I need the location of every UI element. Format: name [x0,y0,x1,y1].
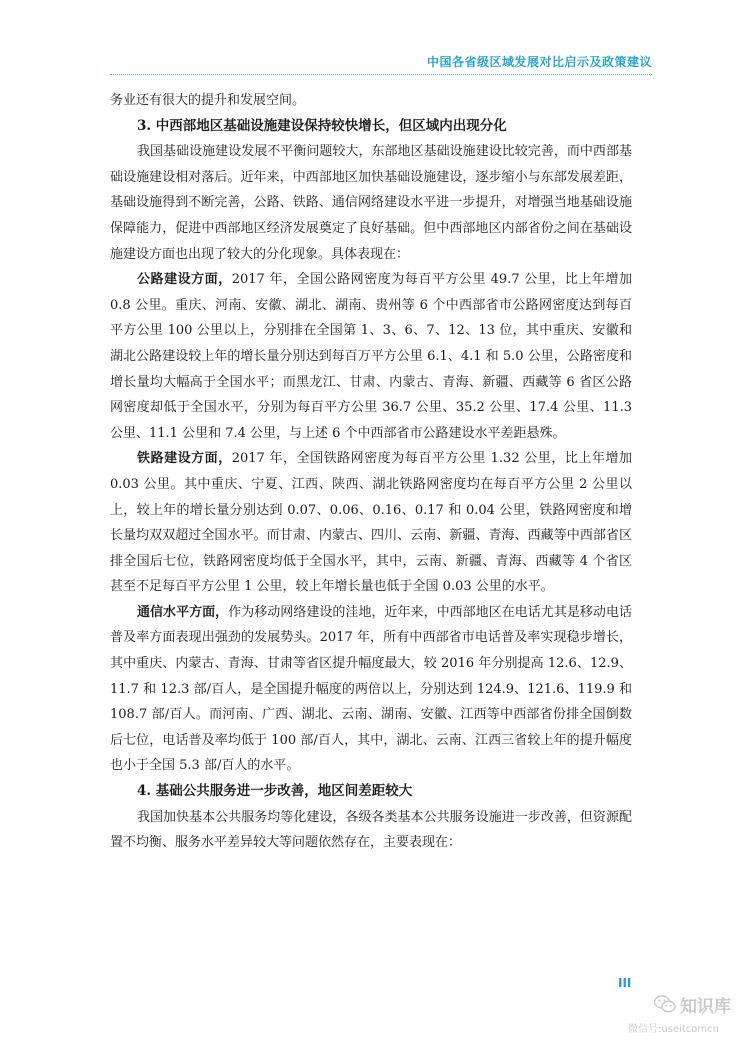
page-body [110,88,632,856]
paragraph-railway [110,446,632,600]
page-number: III [618,976,632,990]
section-heading-3: 3. 中西部地区基础设施建设保持较快增长，但区域内出现分化 [137,117,507,134]
watermark-wechat-id: 微信号:useitcomcn [628,1024,719,1035]
header-divider [110,74,652,75]
paragraph-continuation: 务业还有很大的提升和发展空间。 [110,93,306,108]
section-heading-4: 4. 基础公共服务进一步改善，地区间差距较大 [137,783,413,800]
telecom-lead: 通信水平方面， [137,604,229,620]
railway-lead: 铁路建设方面， [137,451,232,467]
running-header-title: 中国各省级区域发展对比启示及政策建议 [426,55,652,69]
highway-lead: 公路建设方面， [137,272,232,288]
paragraph-telecom [110,600,632,779]
wechat-logo-icon [654,995,676,1013]
paragraph-public-services: 我国加快基本公共服务均等化建设，各级各类基本公共服务设施进一步改善，但资源配置不均衡、服务水平差异较大等问题依然存在，主要表现在： [110,809,632,851]
watermark-name: 知识库 [680,997,731,1017]
railway-text: 2017 年，全国铁路网密度为每百平方公里 1.32 公里，比上年增加 0.03 公里。其中重庆、宁夏、江西、陕西、湖北铁路网密度均在每百平方公里 2 公里以上，较上年的增长量分别达到 0.07、0.06、0.16、0.17 和 0.04 公里，铁路网密度和增长量均双双超过全国水平。而甘肃、内蒙古、四川、云南、新疆、青海、西藏等中西部省区排全国后七位，铁路网密度均低于全国水平，其中，云南、新疆、青海、西藏等 4 个省区甚至不足每百平方公里 1 公里，较上年增长量也低于全国 0.03 公里的水平。 [110,451,632,595]
highway-text: 2017 年，全国公路网密度为每百平方公里 49.7 公里，比上年增加 0.8 公里。重庆、河南、安徽、湖北、湖南、贵州等 6 个中西部省市公路网密度达到每百平方公里 100 公里以上，分别排在全国第 1、3、6、7、12、13 位，其中重庆、安徽和湖北公路建设较上年的增长量分别达到每百万平方公里 6.1、4.1 和 5.0 公里，公路密度和增长量均大幅高于全国水平；而黑龙江、甘肃、内蒙古、青海、新疆、西藏等 6 省区公路网密度却低于全国水平，分别为每百平方公里 36.7 公里、35.2 公里、17.4 公里、11.3 公里、11.1 公里和 7.4 公里，与上述 6 个中西部省市公路建设水平差距悬殊。 [110,272,632,441]
telecom-text: 作为移动网络建设的洼地，近年来，中西部地区在电话尤其是移动电话普及率方面表现出强劲的发展势头。2017 年，所有中西部省市电话普及率实现稳步增长，其中重庆、内蒙古、青海、甘肃等省区提升幅度最大，较 2016 年分别提高 12.6、12.9、11.7 和 12.3 部/百人，是全国提升幅度的两倍以上，分别达到 124.9、121.6、119.9 和 108.7 部/百人。而河南、广西、湖北、云南、湖南、安徽、江西等中西部省份排全国倒数后七位，电话普及率均低于 100 部/百人，其中，湖北、云南、江西三省较上年的提升幅度也小于全国 5.3 部/百人的水平。 [110,604,632,774]
paragraph-infrastructure-intro: 我国基础设施建设发展不平衡问题较大，东部地区基础设施建设比较完善，而中西部基础设施建设相对落后。近年来，中西部地区加快基础设施建设，逐步缩小与东部发展差距，基础设施得到不断完善，公路、铁路、通信网络建设水平进一步提升，对增强当地基础设施保障能力，促进中西部地区经济发展奠定了良好基础。但中西部地区内部省份之间在基础设施建设方面也出现了较大的分化现象。具体表现在： [110,144,632,262]
paragraph-highway [110,267,632,446]
